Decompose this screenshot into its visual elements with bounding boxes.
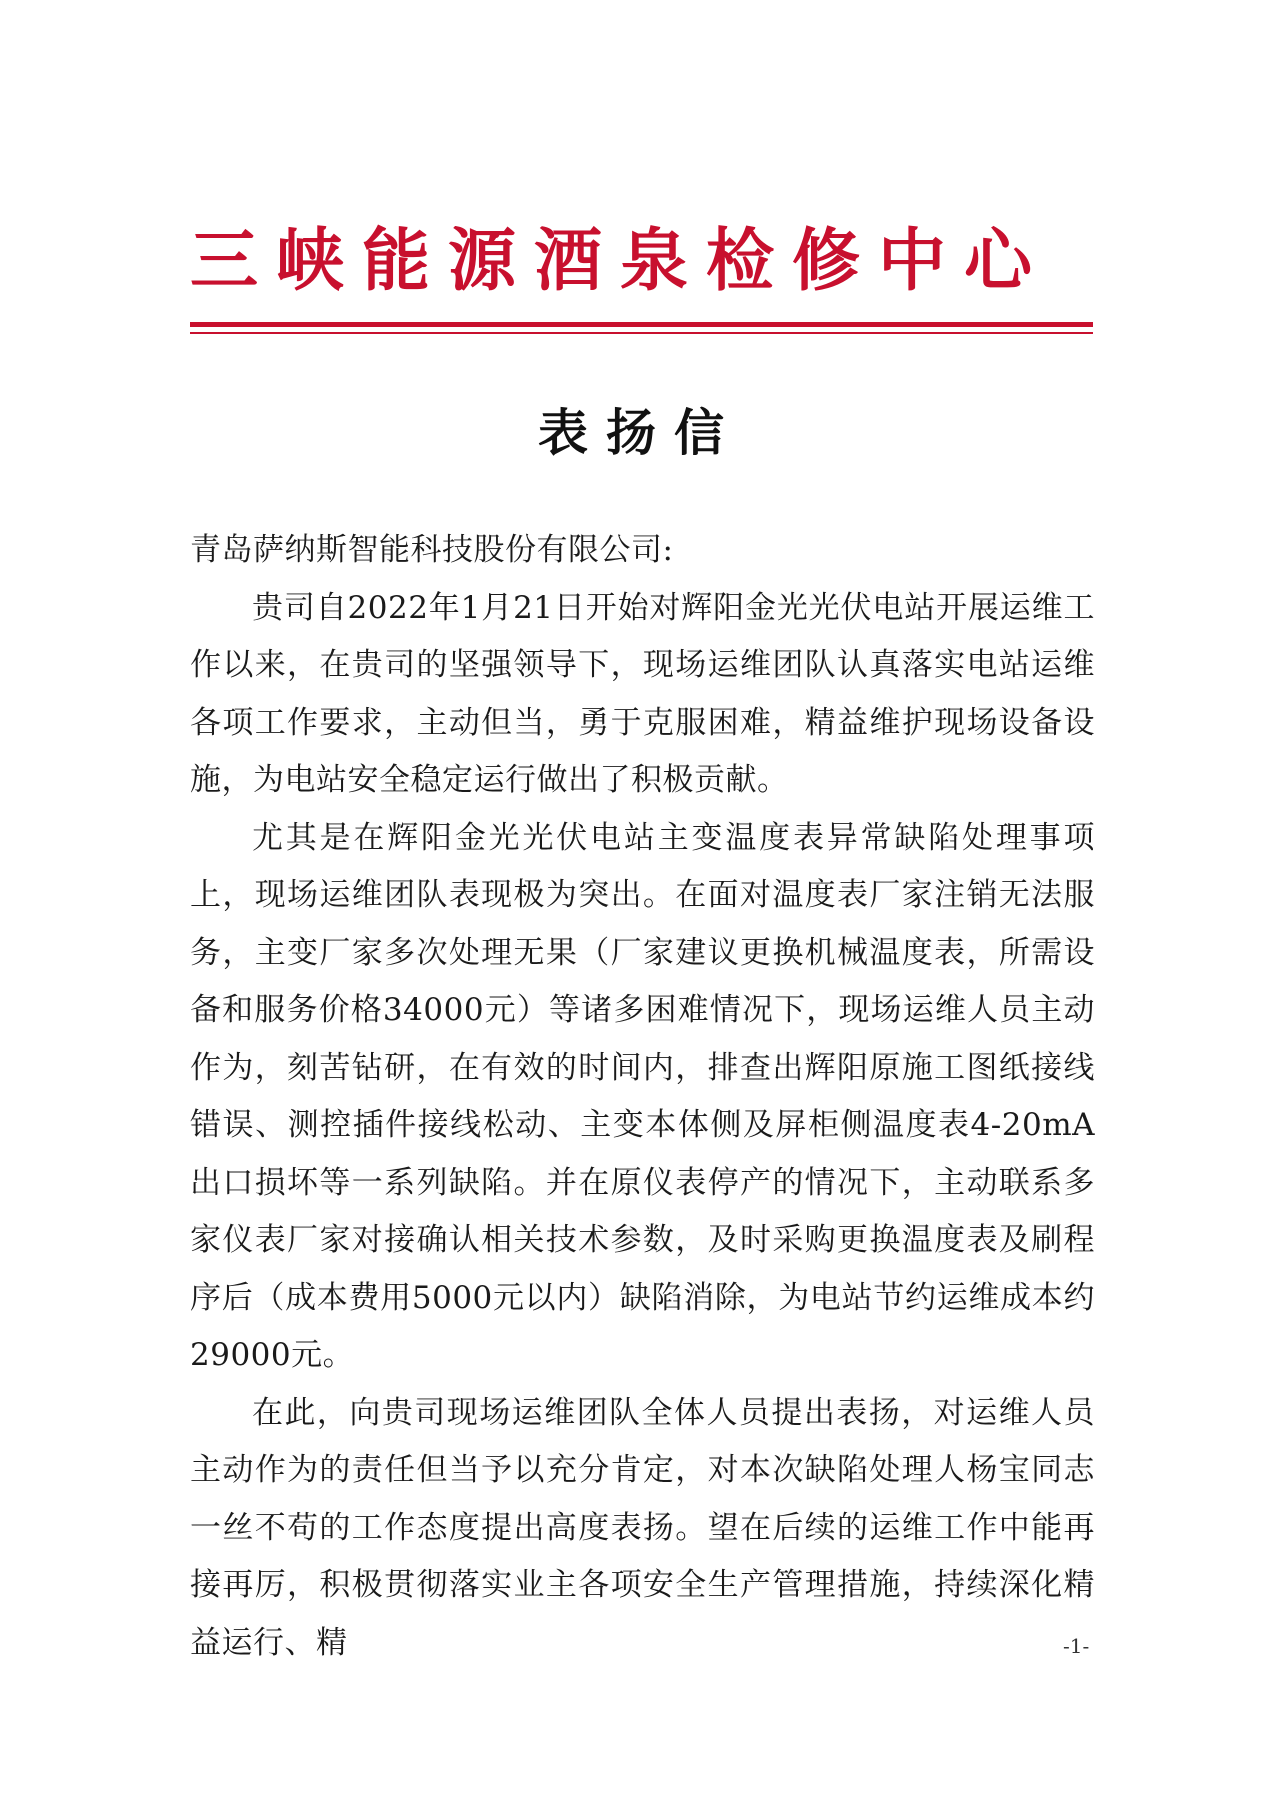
recipient-salutation: 青岛萨纳斯智能科技股份有限公司: <box>190 532 674 568</box>
page-number: -1- <box>1063 1634 1090 1658</box>
body-paragraph: 尤其是在辉阳金光光伏电站主变温度表异常缺陷处理事项上，现场运维团队表现极为突出。在面对温度表厂家注销无法服务，主变厂家多次处理无果（厂家建议更换机械温度表，所需设备和服务价格34000元）等诸多困难情况下，现场运维人员主动作为，刻苦钻研，在有效的时间内，排查出辉阳原施工图纸接线错误、测控插件接线松动、主变本体侧及屏柜侧温度表4-20mA出口损坏等一系列缺陷。并在原仪表停产的情况下，主动联系多家仪表厂家对接确认相关技术参数，及时采购更换温度表及刷程序后（成本费用5000元以内）缺陷消除，为电站节约运维成本约29000元。 <box>190 819 1095 1373</box>
body-paragraph: 贵司自2022年1月21日开始对辉阳金光光伏电站开展运维工作以来，在贵司的坚强领导下，现场运维团队认真落实电站运维各项工作要求，主动但当，勇于克服困难，精益维护现场设备设施，为电站安全稳定运行做出了积极贡献。 <box>190 589 1095 798</box>
letterhead-red-rule-thick <box>190 322 1093 327</box>
body-paragraph: 在此，向贵司现场运维团队全体人员提出表扬，对运维人员主动作为的责任但当予以充分肯定，对本次缺陷处理人杨宝同志一丝不苟的工作态度提出高度表扬。望在后续的运维工作中能再接再厉，积极贯彻落实业主各项安全生产管理措施，持续深化精益运行、精 <box>190 1394 1095 1661</box>
letterhead-organization-name: 三峡能源酒泉检修中心 <box>190 222 1051 301</box>
letterhead-red-rule-thin <box>190 332 1093 334</box>
document-title: 表扬信 <box>538 403 742 462</box>
letter-body <box>190 522 1095 1672</box>
